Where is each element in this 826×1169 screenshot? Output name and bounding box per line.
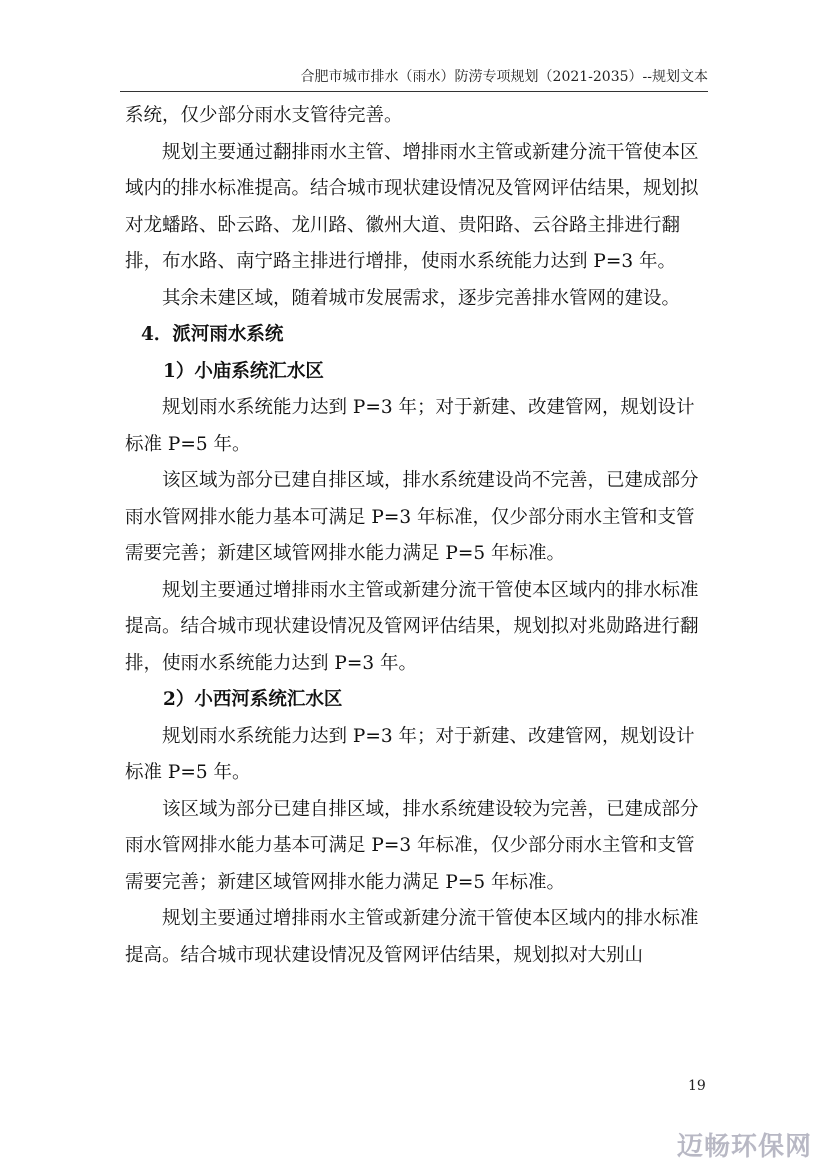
paragraph: 该区域为部分已建自排区域，排水系统建设较为完善，已建成部分雨水管网排水能力基本可满足 P=3 年标准，仅少部分雨水主管和支管需要完善；新建区域管网排水能力满足 P=5 年标准。 xyxy=(125,798,699,893)
page-number: 19 xyxy=(688,1078,706,1094)
document-body xyxy=(125,98,705,974)
paragraph: 该区域为部分已建自排区域，排水系统建设尚不完善，已建成部分雨水管网排水能力基本可满足 P=3 年标准，仅少部分雨水主管和支管需要完善；新建区域管网排水能力满足 P=5 年标准。 xyxy=(125,470,699,564)
paragraph: 系统，仅少部分雨水支管待完善。 xyxy=(125,105,403,126)
paragraph: 规划雨水系统能力达到 P=3 年；对于新建、改建管网，规划设计标准 P=5 年。 xyxy=(125,397,695,455)
subsection-heading: 1）小庙系统汇水区 xyxy=(163,360,324,382)
paragraph: 规划主要通过增排雨水主管或新建分流干管使本区域内的排水标准提高。结合城市现状建设情况及管网评估结果，规划拟对大别山 xyxy=(125,908,699,966)
watermark-logo: 迈畅环保网 xyxy=(676,1132,812,1162)
paragraph: 规划主要通过翻排雨水主管、增排雨水主管或新建分流干管使本区域内的排水标准提高。结合城市现状建设情况及管网评估结果，规划拟对龙蟠路、卧云路、龙川路、徽州大道、贵阳路、云谷路主排进行翻排，布水路、南宁路主排进行增排，使雨水系统能力达到 P=3 年。 xyxy=(125,141,699,272)
paragraph: 其余未建区域，随着城市发展需求，逐步完善排水管网的建设。 xyxy=(162,287,681,309)
section-heading: 4．派河雨水系统 xyxy=(141,324,284,345)
subsection-heading: 2）小西河系统汇水区 xyxy=(163,689,343,710)
paragraph: 规划主要通过增排雨水主管或新建分流干管使本区域内的排水标准提高。结合城市现状建设情况及管网评估结果，规划拟对兆勋路进行翻排，使雨水系统能力达到 P=3 年。 xyxy=(125,579,699,674)
header-rule xyxy=(120,91,708,92)
paragraph: 规划雨水系统能力达到 P=3 年；对于新建、改建管网，规划设计标准 P=5 年。 xyxy=(125,725,695,783)
running-header: 合肥市城市排水（雨水）防涝专项规划（2021-2035）--规划文本 xyxy=(300,69,708,85)
